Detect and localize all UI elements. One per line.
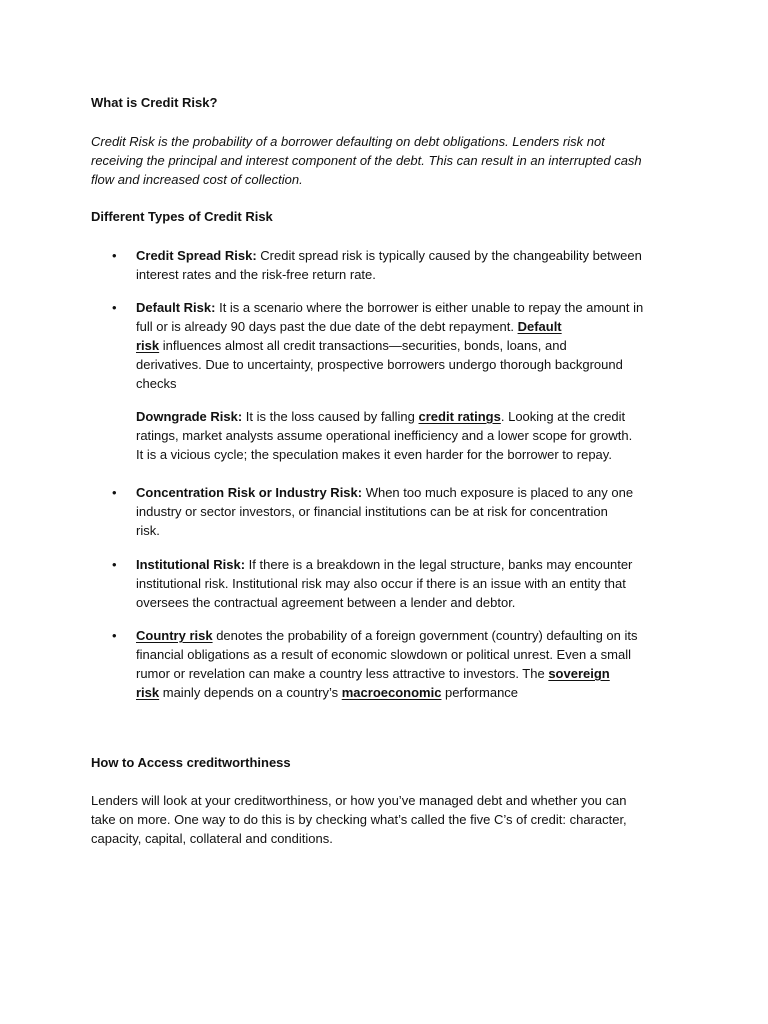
default-risk-item	[136, 298, 643, 317]
downgrade-risk-item	[136, 407, 625, 426]
item-text: financial obligations as a result of economic slowdown or political unrest. Even a small	[136, 647, 631, 662]
access-line: Lenders will look at your creditworthiness, or how you’ve managed debt and whether you can	[91, 793, 627, 808]
item-text: checks	[136, 376, 177, 391]
heading-how-to-access: How to Access creditworthiness	[91, 755, 291, 770]
bullet-icon: •	[112, 628, 117, 643]
institutional-risk-item	[136, 555, 632, 574]
access-line: capacity, capital, collateral and conditions.	[91, 831, 333, 846]
item-text-line	[136, 664, 610, 683]
item-text: It is a vicious cycle; the speculation makes it even harder for the borrower to repay.	[136, 447, 612, 462]
item-text: performance	[441, 685, 519, 700]
macroeconomic-link[interactable]: macroeconomic	[341, 685, 442, 700]
bullet-icon: •	[112, 300, 117, 315]
item-title: Concentration Risk or Industry Risk:	[136, 485, 363, 500]
bullet-icon: •	[112, 248, 117, 263]
heading-types-of-credit-risk: Different Types of Credit Risk	[91, 209, 273, 224]
intro-line: flow and increased cost of collection.	[91, 172, 303, 187]
concentration-risk-item	[136, 483, 633, 502]
default-risk-link[interactable]: Default	[517, 319, 562, 334]
item-text: rumor or revelation can make a country less attractive to investors. The	[136, 666, 549, 681]
bullet-icon: •	[112, 557, 117, 572]
heading-what-is-credit-risk: What is Credit Risk?	[91, 95, 218, 110]
item-text: industry or sector investors, or financial institutions can be at risk for concentration	[136, 504, 608, 519]
sovereign-risk-link[interactable]: sovereign	[548, 666, 610, 681]
bullet-icon: •	[112, 485, 117, 500]
credit-spread-risk-item	[136, 246, 642, 265]
access-line: take on more. One way to do this is by checking what’s called the five C’s of credit: character,	[91, 812, 627, 827]
item-text: If there is a breakdown in the legal structure, banks may encounter	[245, 557, 633, 572]
sovereign-risk-link[interactable]: risk	[136, 685, 160, 700]
item-text: . Looking at the credit	[500, 409, 626, 424]
default-risk-link[interactable]: risk	[136, 338, 160, 353]
item-text-line	[136, 683, 518, 702]
item-text: risk.	[136, 523, 160, 538]
intro-line: receiving the principal and interest component of the debt. This can result in an interrupted cash	[91, 153, 642, 168]
item-text-line	[136, 317, 562, 336]
item-text: Credit spread risk is typically caused by the changeability between	[256, 248, 642, 263]
item-title: Downgrade Risk:	[136, 409, 243, 424]
item-text: institutional risk. Institutional risk may also occur if there is an issue with an entity that	[136, 576, 626, 591]
item-text: oversees the contractual agreement between a lender and debtor.	[136, 595, 516, 610]
item-title: Institutional Risk:	[136, 557, 246, 572]
item-text: mainly depends on a country’s	[159, 685, 342, 700]
country-risk-item	[136, 626, 638, 645]
credit-ratings-link[interactable]: credit ratings	[418, 409, 501, 424]
item-text: It is a scenario where the borrower is either unable to repay the amount in	[215, 300, 644, 315]
item-title: Default Risk:	[136, 300, 216, 315]
item-text: derivatives. Due to uncertainty, prospective borrowers undergo thorough background	[136, 357, 623, 372]
intro-line: Credit Risk is the probability of a borrower defaulting on debt obligations. Lenders risk not	[91, 134, 605, 149]
item-text: ratings, market analysts assume operational inefficiency and a lower scope for growth.	[136, 428, 633, 443]
country-risk-link[interactable]: Country risk	[136, 628, 213, 643]
item-text: It is the loss caused by falling	[242, 409, 419, 424]
item-text: When too much exposure is placed to any one	[362, 485, 634, 500]
item-text: influences almost all credit transactions—securities, bonds, loans, and	[159, 338, 567, 353]
item-text: full or is already 90 days past the due date of the debt repayment.	[136, 319, 518, 334]
item-text: denotes the probability of a foreign government (country) defaulting on its	[212, 628, 638, 643]
item-title: Credit Spread Risk:	[136, 248, 257, 263]
item-text-line	[136, 336, 567, 355]
item-text: interest rates and the risk-free return rate.	[136, 267, 376, 282]
